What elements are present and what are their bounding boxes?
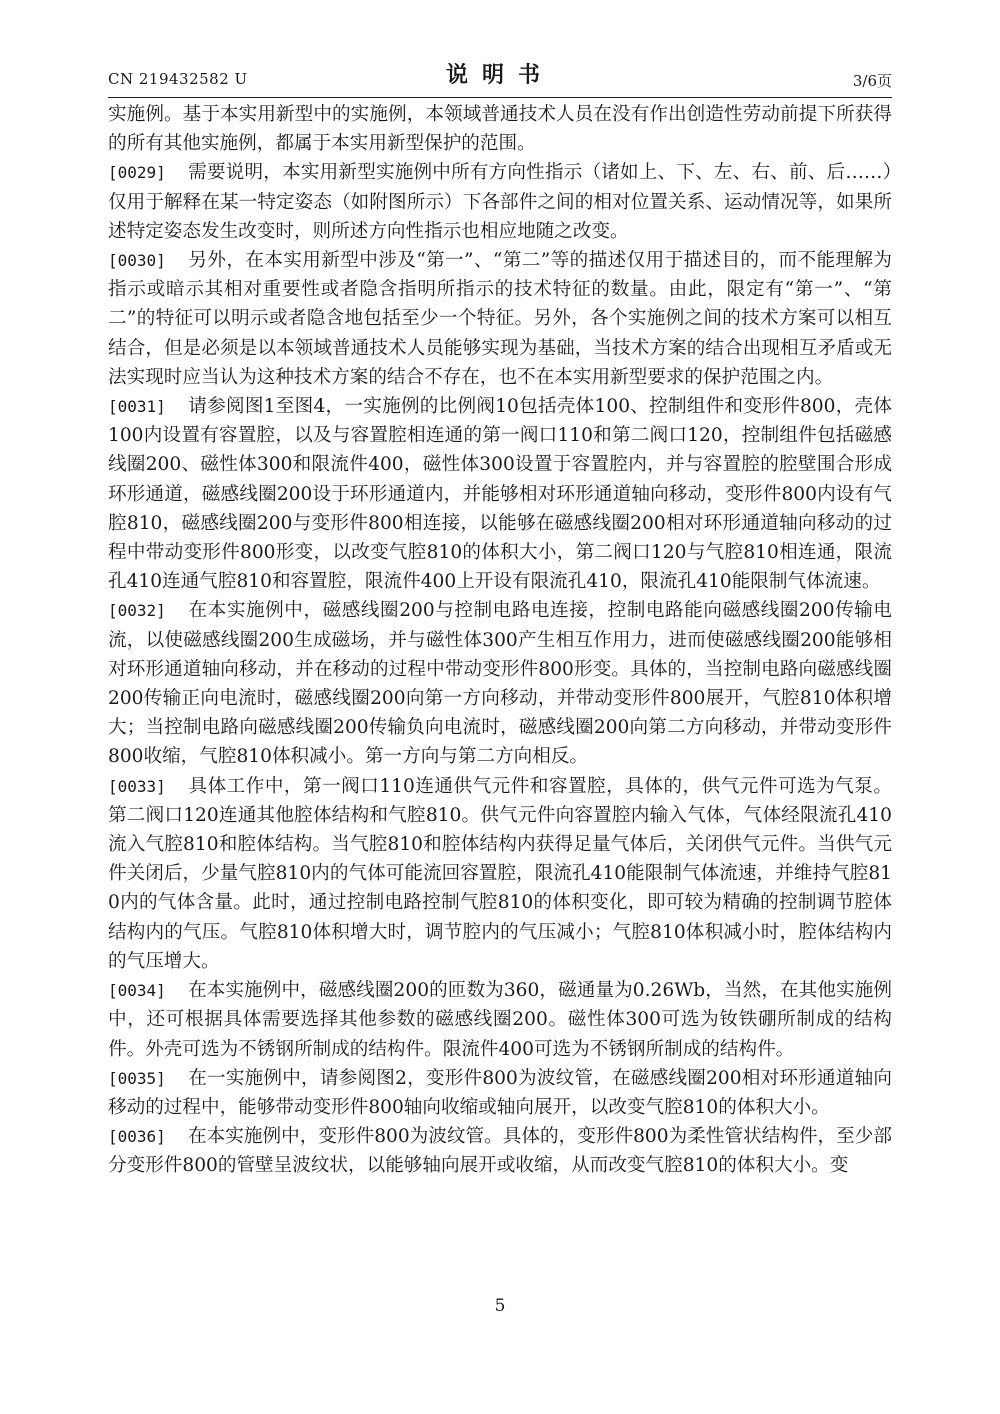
paragraph-number: [0030] — [108, 251, 166, 271]
document-body — [108, 100, 892, 1181]
header-divider — [108, 97, 892, 98]
page-indicator: 3/6页 — [852, 72, 892, 90]
paragraph-text: 在本实施例中，磁感线圈200的匝数为360，磁通量为0.26Wb，当然，在其他实施例中，还可根据具体需要选择其他参数的磁感线圈200。磁性体300可选为钕铁硼所制成的结构件。外壳可选为不锈钢所制成的结构件。限流件400可选为不锈钢所制成的结构件。 — [108, 980, 892, 1060]
paragraph-text: 需要说明，本实用新型实施例中所有方向性指示（诸如上、下、左、右、前、后……）仅用于解释在某一特定姿态（如附图所示）下各部件之间的相对位置关系、运动情况等，如果所述特定姿态发生改变时，则所述方向性指示也相应地随之改变。 — [108, 162, 892, 242]
paragraph-text: 另外，在本实用新型中涉及“第一”、“第二”等的描述仅用于描述目的，而不能理解为指示或暗示其相对重要性或者隐含指明所指示的技术特征的数量。由此，限定有“第一”、“第二”的特征可以明示或者隐含地包括至少一个特征。另外，各个实施例之间的技术方案可以相互结合，但是必须是以本领域普通技术人员能够实现为基础，当技术方案的结合出现相互矛盾或无法实现时应当认为这种技术方案的结合不存在，也不在本实用新型要求的保护范围之内。 — [108, 250, 892, 388]
paragraph-number: [0029] — [108, 163, 166, 183]
paragraph-text: 请参阅图1至图4，一实施例的比例阀10包括壳体100、控制组件和变形件800，壳体100内设置有容置腔，以及与容置腔相连通的第一阀口110和第二阀口120，控制组件包括磁感线圈200、磁性体300和限流件400，磁性体300设置于容置腔内，并与容置腔的腔壁围合形成环形通道，磁感线圈200设于环形通道内，并能够相对环形通道轴向移动，变形件800内设有气腔810，磁感线圈200与变形件800相连接，以能够在磁感线圈200相对环形通道轴向移动的过程中带动变形件800形变，以改变气腔810的体积大小，第二阀口120与气腔810相连通，限流孔410连通气腔810和容置腔，限流件400上开设有限流孔410，限流孔410能限制气体流速。 — [108, 396, 892, 593]
paragraph-number: [0034] — [108, 981, 166, 1001]
paragraph-continued — [108, 100, 892, 158]
paragraph-text: 在本实施例中，变形件800为波纹管。具体的，变形件800为柔性管状结构件，至少部分变形件800的管壁呈波纹状，以能够轴向展开或收缩，从而改变气腔810的体积大小。变 — [108, 1126, 892, 1177]
paragraph-text: 在本实施例中，磁感线圈200与控制电路电连接，控制电路能向磁感线圈200传输电流，以使磁感线圈200生成磁场，并与磁性体300产生相互作用力，进而使磁感线圈200能够相对环形通道轴向移动，并在移动的过程中带动变形件800形变。具体的，当控制电路向磁感线圈200传输正向电流时，磁感线圈200向第一方向移动，并带动变形件800展开，气腔810体积增大；当控制电路向磁感线圈200传输负向电流时，磁感线圈200向第二方向移动，并带动变形件800收缩，气腔810体积减小。第一方向与第二方向相反。 — [108, 600, 892, 768]
paragraph-number: [0035] — [108, 1068, 166, 1088]
paragraph-text: 在一实施例中，请参阅图2，变形件800为波纹管，在磁感线圈200相对环形通道轴向移动的过程中，能够带动变形件800轴向收缩或轴向展开，以改变气腔810的体积大小。 — [108, 1067, 892, 1118]
paragraph-0034 — [108, 976, 892, 1064]
paragraph-0032 — [108, 596, 892, 771]
paragraph-number: [0036] — [108, 1127, 166, 1147]
paragraph-0036 — [108, 1122, 892, 1180]
paragraph-0030 — [108, 246, 892, 392]
paragraph-number: [0032] — [108, 601, 166, 621]
document-title: 说明书 — [445, 62, 554, 88]
page-header — [108, 58, 892, 94]
patent-number: CN 219432582 U — [108, 70, 248, 88]
paragraph-0035 — [108, 1064, 892, 1122]
paragraph-text: 具体工作中，第一阀口110连通供气元件和容置腔，具体的，供气元件可选为气泵。第二阀口120连通其他腔体结构和气腔810。供气元件向容置腔内输入气体，气体经限流孔410流入气腔810和腔体结构。当气腔810和腔体结构内获得足量气体后，关闭供气元件。当供气元件关闭后，少量气腔810内的气体可能流回容置腔，限流孔410能限制气体流速，并维持气腔810内的气体含量。此时，通过控制电路控制气腔810的体积变化，即可较为精确的控制调节腔体结构内的气压。气腔810体积增大时，调节腔内的气压减小；气腔810体积减小时，腔体结构内的气压增大。 — [108, 775, 892, 972]
paragraph-number: [0033] — [108, 776, 166, 796]
page-number: 5 — [494, 1296, 506, 1316]
paragraph-text: 实施例。基于本实用新型中的实施例，本领域普通技术人员在没有作出创造性劳动前提下所获得的所有其他实施例，都属于本实用新型保护的范围。 — [108, 104, 892, 155]
paragraph-0031 — [108, 392, 892, 596]
paragraph-0033 — [108, 772, 892, 976]
paragraph-0029 — [108, 158, 892, 246]
paragraph-number: [0031] — [108, 397, 166, 417]
